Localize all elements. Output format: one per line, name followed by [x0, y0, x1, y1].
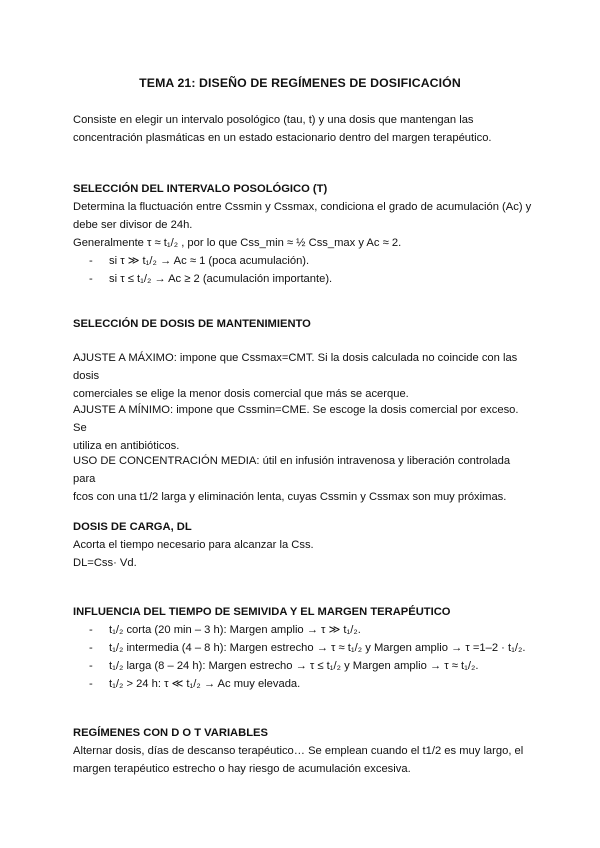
- text-line: Generalmente τ ≈ t₁/₂ , por lo que Css_min ≈ ½ Css_max y Ac ≈ 2.: [73, 237, 402, 249]
- list-item: [73, 675, 533, 693]
- paragraph-ajuste-maximo: [73, 349, 533, 403]
- text-line: Acorta el tiempo necesario para alcanzar la Css.: [73, 539, 314, 551]
- bullet-list: [73, 252, 533, 288]
- list-item: [73, 657, 533, 675]
- text-line: Determina la fluctuación entre Cssmin y Cssmax, condiciona el grado de acumulación (Ac) y: [73, 201, 532, 213]
- section-heading: SELECCIÓN DEL INTERVALO POSOLÓGICO (T): [73, 183, 328, 195]
- dash-bullet: -: [89, 660, 93, 672]
- section-dosis-carga: [73, 518, 533, 572]
- section-heading: REGÍMENES CON D O T VARIABLES: [73, 727, 268, 739]
- dash-bullet: -: [89, 273, 93, 285]
- paragraph-ajuste-minimo: [73, 401, 533, 455]
- list-item-text: si τ ≫ t₁/₂ → Ac ≈ 1 (poca acumulación).: [109, 255, 310, 267]
- dash-bullet: -: [89, 678, 93, 690]
- section-regimenes-variables: [73, 724, 533, 778]
- intro-line: Consiste en elegir un intervalo posológico (tau, t) y una dosis que mantengan las: [73, 114, 474, 126]
- section-intervalo: [73, 180, 533, 288]
- list-item: [73, 270, 533, 288]
- section-influencia-semivida: [73, 603, 533, 693]
- intro-line: concentración plasmáticas en un estado estacionario dentro del margen terapéutico.: [73, 132, 492, 144]
- dash-bullet: -: [89, 642, 93, 654]
- section-heading: SELECCIÓN DE DOSIS DE MANTENIMIENTO: [73, 318, 311, 330]
- dash-bullet: -: [89, 255, 93, 267]
- list-item-text: t₁/₂ larga (8 – 24 h): Margen estrecho → τ ≤ t₁/₂ y Margen amplio → τ ≈ t₁/₂.: [109, 660, 479, 672]
- intro-paragraph: [73, 111, 533, 147]
- section-heading: DOSIS DE CARGA, DL: [73, 521, 192, 533]
- list-item: [73, 621, 533, 639]
- page-title: TEMA 21: DISEÑO DE REGÍMENES DE DOSIFICACIÓN: [139, 76, 461, 90]
- dash-bullet: -: [89, 624, 93, 636]
- list-item-text: t₁/₂ corta (20 min – 3 h): Margen amplio → τ ≫ t₁/₂.: [109, 624, 361, 636]
- bullet-list: [73, 621, 533, 693]
- list-item: [73, 639, 533, 657]
- section-dosis-mantenimiento: [73, 315, 533, 333]
- text-line: AJUSTE A MÁXIMO: impone que Cssmax=CMT. Si la dosis calculada no coincide con las dosis: [73, 352, 518, 382]
- text-line: USO DE CONCENTRACIÓN MEDIA: útil en infusión intravenosa y liberación controlada para: [73, 455, 511, 485]
- list-item-text: si τ ≤ t₁/₂ → Ac ≥ 2 (acumulación importante).: [109, 273, 333, 285]
- text-line: DL=Css· Vd.: [73, 557, 137, 569]
- paragraph-concentracion-media: [73, 452, 533, 506]
- list-item: [73, 252, 533, 270]
- list-item-text: t₁/₂ > 24 h: τ ≪ t₁/₂ → Ac muy elevada.: [109, 678, 301, 690]
- text-line: AJUSTE A MÍNIMO: impone que Cssmin=CME. Se escoge la dosis comercial por exceso. Se: [73, 404, 519, 434]
- text-line: comerciales se elige la menor dosis comercial que más se acerque.: [73, 388, 409, 400]
- text-line: Alternar dosis, días de descanso terapéutico… Se emplean cuando el t1/2 es muy largo, el: [73, 745, 524, 757]
- text-line: fcos con una t1/2 larga y eliminación lenta, cuyas Cssmin y Cssmax son muy próximas.: [73, 491, 507, 503]
- text-line: utiliza en antibióticos.: [73, 440, 180, 452]
- text-line: margen terapéutico estrecho o hay riesgo de acumulación excesiva.: [73, 763, 411, 775]
- text-line: debe ser divisor de 24h.: [73, 219, 193, 231]
- section-heading: INFLUENCIA DEL TIEMPO DE SEMIVIDA Y EL MARGEN TERAPÉUTICO: [73, 606, 451, 618]
- list-item-text: t₁/₂ intermedia (4 – 8 h): Margen estrecho → τ ≈ t₁/₂ y Margen amplio → τ =1–2 · t₁/₂.: [109, 642, 526, 654]
